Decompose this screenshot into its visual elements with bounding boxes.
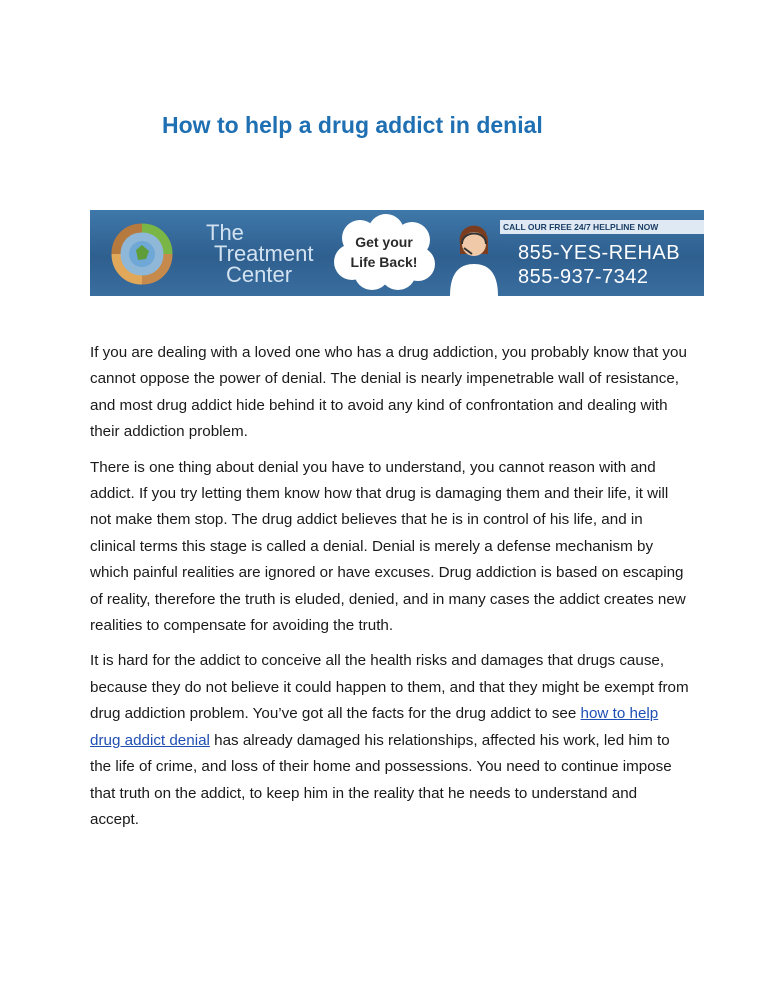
article-body: [90, 340, 690, 842]
brand-line: The: [206, 220, 244, 245]
helpline-agent-icon: [442, 214, 504, 296]
page-title: How to help a drug addict in denial: [162, 112, 543, 138]
treatment-center-banner[interactable]: [90, 210, 704, 296]
phone-number-digits[interactable]: 855-937-7342: [518, 266, 649, 288]
paragraph-text: It is hard for the addict to conceive all the health risks and damages that drugs cause, because they do not believe it could happen to them, and that they might be exempt from drug addiction problem. You’ve got all the facts for the drug addict to see: [90, 652, 689, 723]
paragraph: [90, 648, 690, 833]
paragraph: There is one thing about denial you have to understand, you cannot reason with and addict. If you try letting them know how that drug is damaging them and their life, it will not make them stop. The drug addict believes that he is in control of his life, and in clinical terms this stage is called a denial. Denial is merely a defense mechanism by which painful realities are ignored or have excuses. Drug addiction is based on escaping of reality, therefore the truth is eluded, denied, and in many cases the addict creates new realities to compensate for avoiding the truth.: [90, 458, 686, 635]
cloud-line: Get your: [355, 234, 413, 250]
denial-help-link[interactable]: how to help drug addict denial: [90, 705, 659, 749]
hands-logo-icon: [104, 216, 180, 292]
paragraph: If you are dealing with a loved one who has a drug addiction, you probably know that you cannot oppose the power of denial. The denial is nearly impenetrable wall of resistance, and most drug addict hide behind it to avoid any kind of confrontation and dealing with their addiction problem.: [90, 344, 687, 441]
helpline-label: CALL OUR FREE 24/7 HELPLINE NOW: [500, 220, 704, 234]
cloud-line: Life Back!: [350, 254, 418, 270]
brand-line: Center: [226, 262, 293, 287]
paragraph-text: has already damaged his relationships, affected his work, led him to the life of crime, and loss of their home and possessions. You need to continue impose that truth on the addict, to keep him in the reality that he needs to understand and accept.: [90, 731, 672, 828]
cloud-slogan: [340, 232, 428, 272]
phone-number-words[interactable]: 855-YES-REHAB: [518, 242, 681, 264]
brand-line: Treatment: [214, 241, 314, 266]
brand-name: [206, 222, 313, 285]
